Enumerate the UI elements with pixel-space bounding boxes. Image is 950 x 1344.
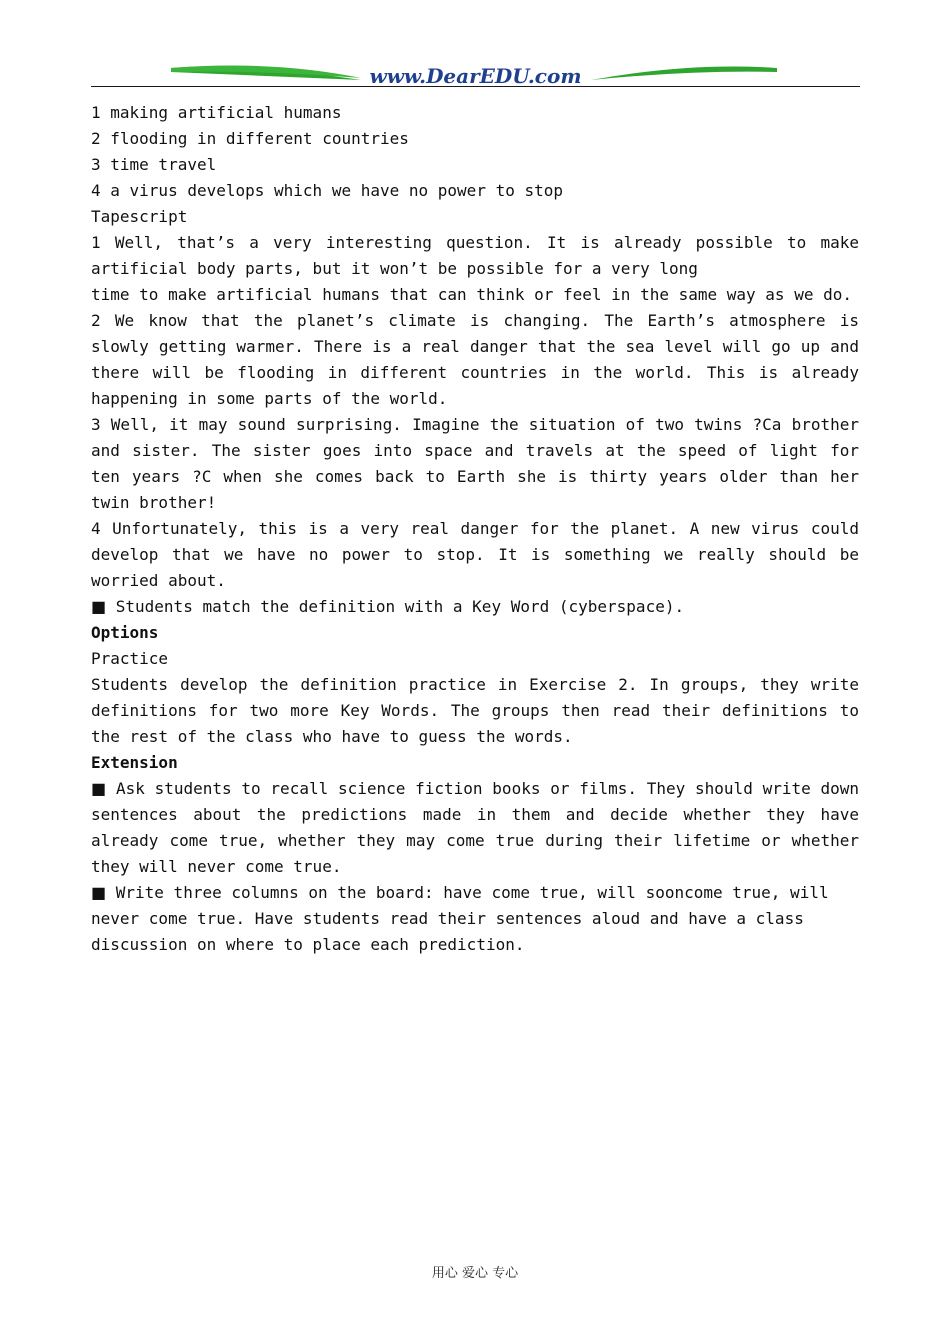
tapescript-paragraph-3: 3 Well, it may sound surprising. Imagine the situation of two twins ?Ca brother and sister. The sister goes into space and travels at the speed of light for ten years ?C when she comes back to Earth she is thirty years older than her twin brother!: [91, 415, 859, 512]
list-item: 2 flooding in different countries: [91, 129, 409, 148]
page-footer: 用心 爱心 专心: [431, 1266, 519, 1281]
tapescript-paragraph-4: 4 Unfortunately, this is a very real danger for the planet. A new virus could develop that we have no power to stop. It is something we really should be worried about.: [91, 519, 859, 590]
options-heading: Options: [91, 623, 159, 642]
bullet-square-icon: ■: [91, 883, 107, 902]
extension-item-2-text: Write three columns on the board: have come true, will sooncome true, will: [106, 883, 829, 902]
practice-paragraph: Students develop the definition practice in Exercise 2. In groups, they write definitions for two more Key Words. The groups then read their definitions to the rest of the class who have to guess the words.: [91, 675, 859, 746]
tapescript-paragraph-2: 2 We know that the planet’s climate is changing. The Earth’s atmosphere is slowly getting warmer. There is a real danger that the sea level will go up and there will be flooding in different countries in the world. This is already happening in some parts of the world.: [91, 311, 859, 408]
match-note-text: Students match the definition with a Key Word (cyberspace).: [106, 597, 685, 616]
header-divider: [91, 86, 860, 87]
extension-item-1: [91, 776, 859, 880]
site-brand-logo: www.DearEDU.com: [369, 64, 582, 88]
extension-item-1-text: Ask students to recall science fiction books or films. They should write down sentences about the predictions made in them and decide whether they have already come true, whether they may come true during their lifetime or whether they will never come true.: [91, 779, 860, 876]
tapescript-paragraph-1-text: 1 Well, that’s a very interesting question. It is already possible to make artificial body parts, but it won’t be possible for a very long: [91, 233, 859, 278]
practice-label: Practice: [91, 649, 169, 668]
list-item: 4 a virus develops which we have no power to stop: [91, 181, 564, 200]
extension-item-2-line-3: discussion on where to place each prediction.: [91, 935, 525, 954]
bullet-square-icon: ■: [91, 779, 107, 798]
tapescript-label: Tapescript: [91, 207, 188, 226]
bullet-square-icon: ■: [91, 597, 107, 616]
match-note: [91, 594, 859, 620]
extension-heading: Extension: [91, 753, 178, 772]
list-item: 1 making artificial humans: [91, 103, 342, 122]
document-body: [91, 100, 859, 958]
extension-item-2-line-2: never come true. Have students read their sentences aloud and have a class: [91, 909, 804, 928]
list-item: 3 time travel: [91, 155, 217, 174]
tapescript-paragraph-1-continuation: time to make artificial humans that can think or feel in the same way as we do.: [91, 285, 852, 304]
extension-item-2: [91, 880, 859, 906]
tapescript-paragraph-1: [91, 230, 859, 282]
